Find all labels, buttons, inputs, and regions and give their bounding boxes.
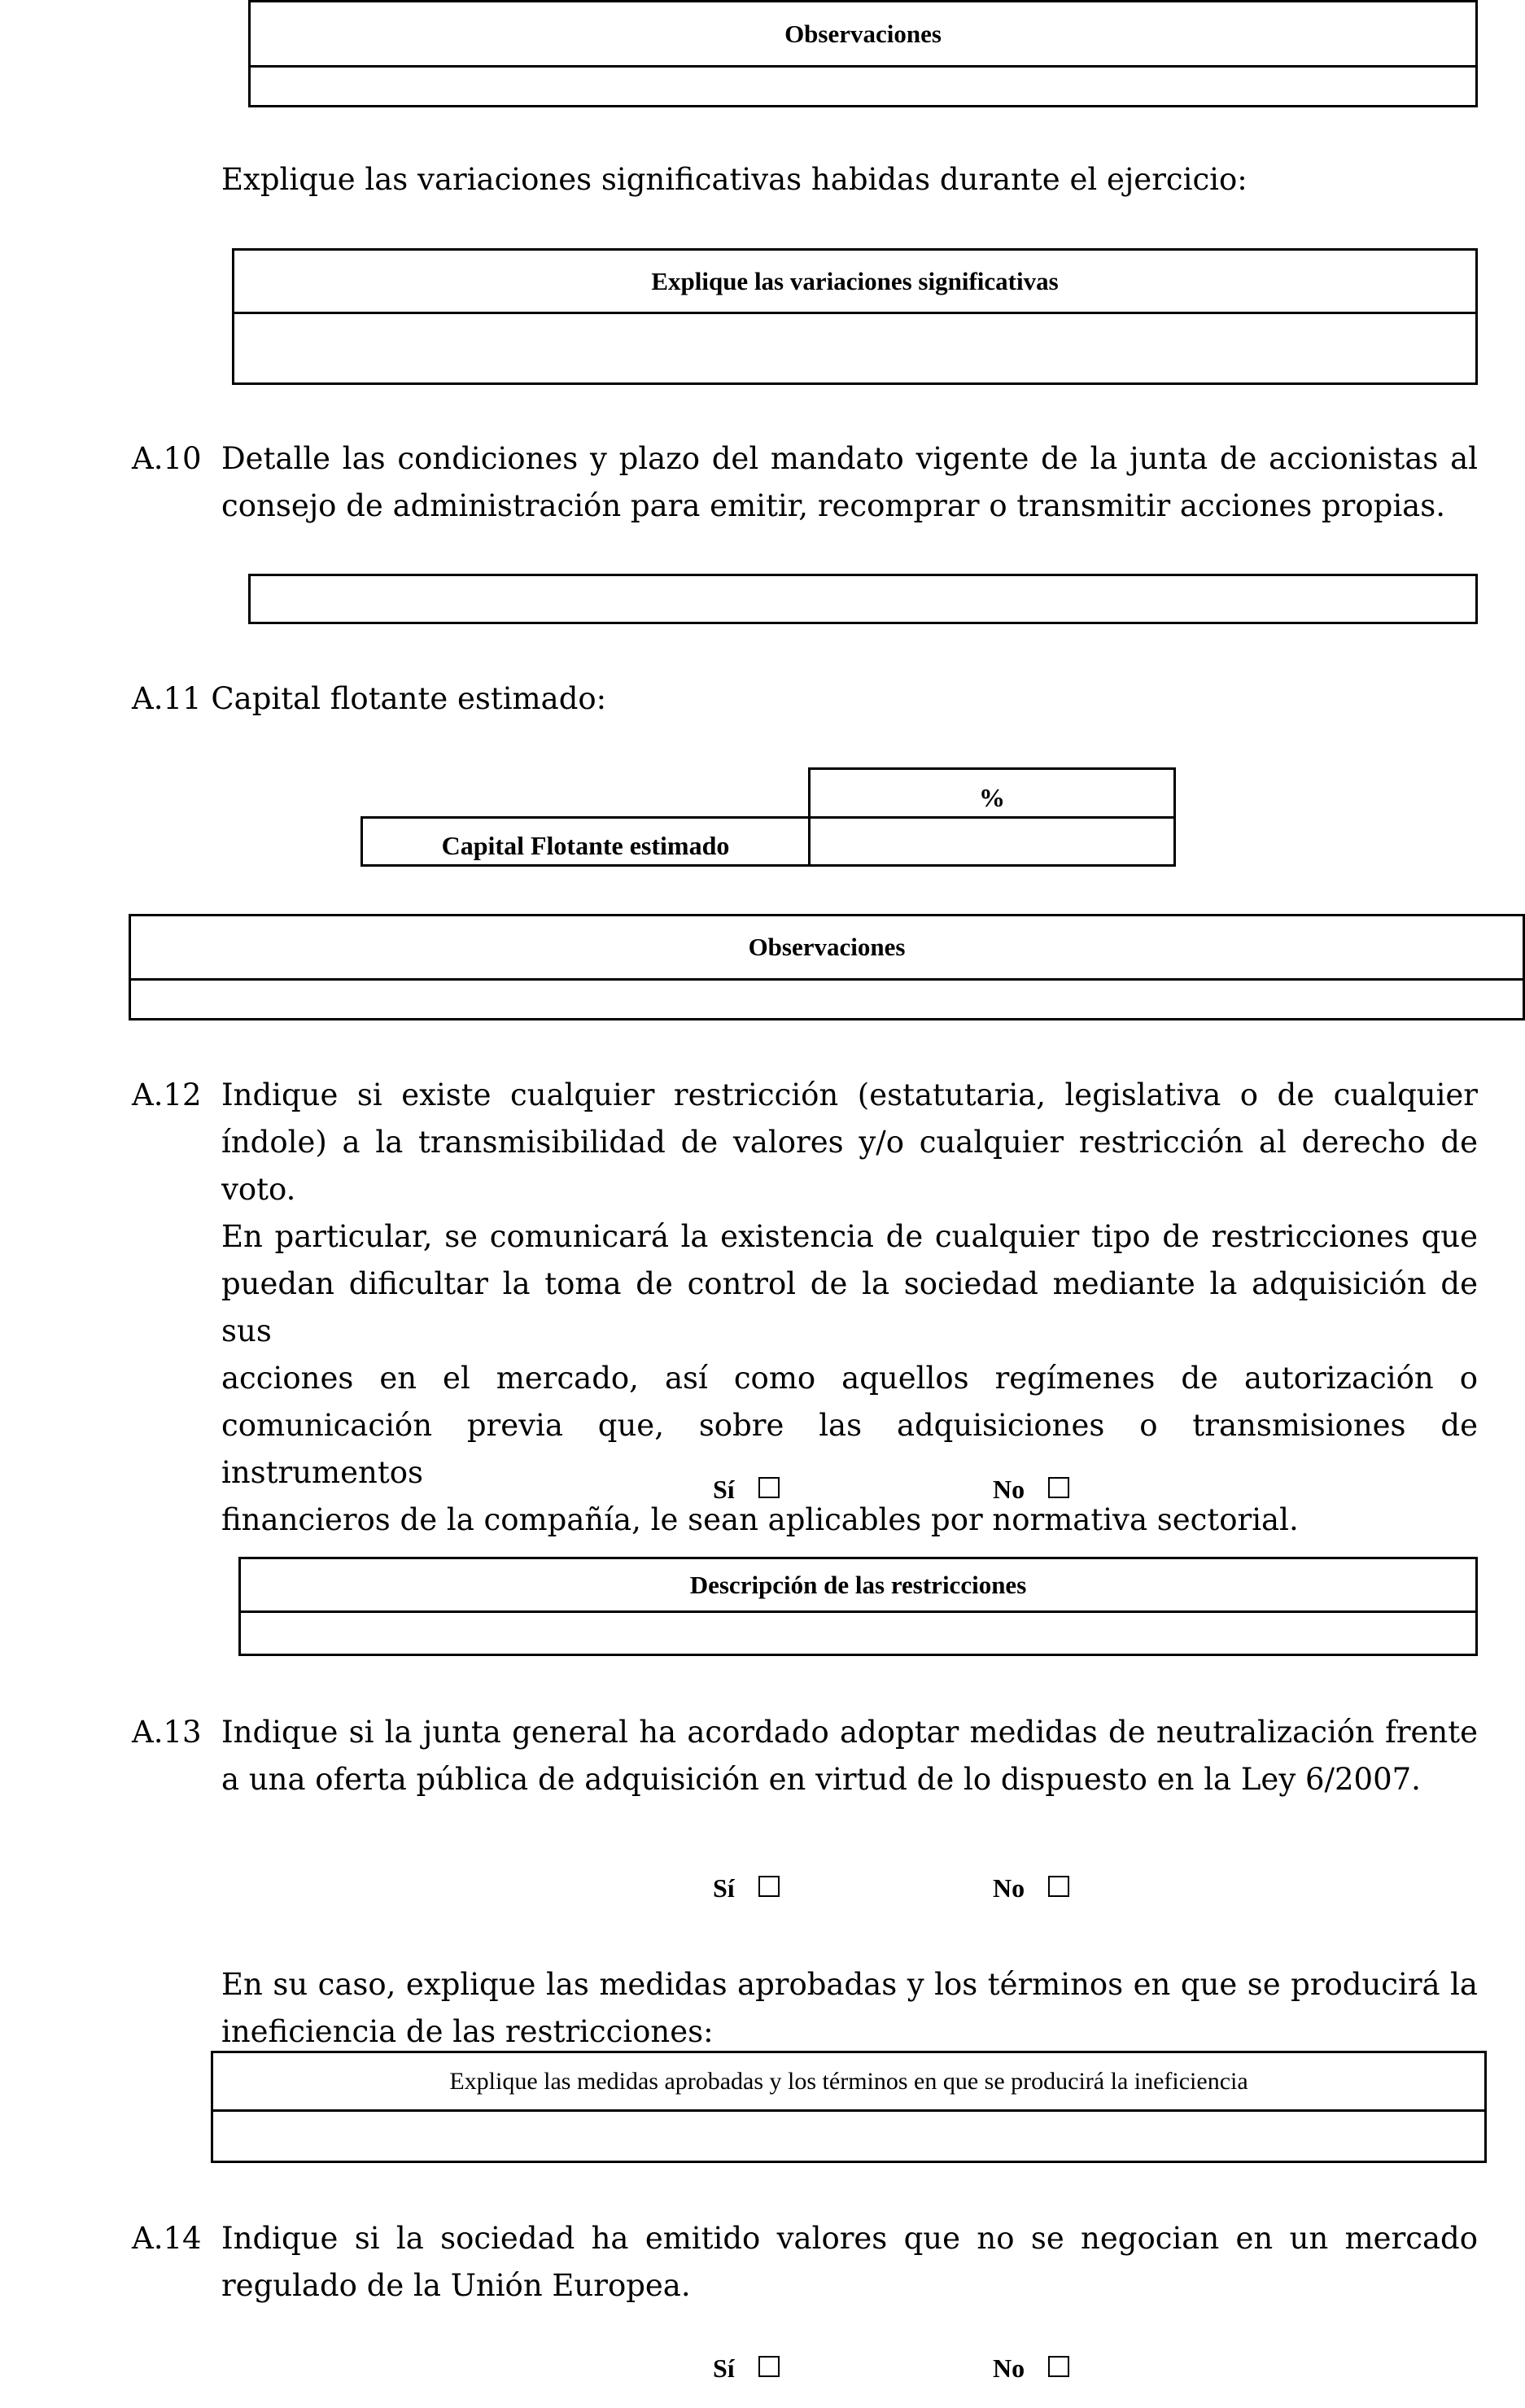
a11-percent-header: %	[808, 767, 1176, 819]
a12-line-6: comunicación previa que, sobre las adquisiciones o transmisiones de instrumentos	[221, 1408, 1478, 1490]
a12-restricciones-box	[238, 1557, 1478, 1656]
a10-text	[221, 435, 1478, 530]
a12-text	[221, 1072, 1478, 1544]
variaciones-field[interactable]	[234, 314, 1475, 382]
a11-observaciones-field[interactable]	[131, 981, 1523, 1018]
a12-restricciones-field[interactable]	[241, 1613, 1475, 1654]
a11-observaciones-header: Observaciones	[131, 916, 1523, 981]
a14-text	[221, 2215, 1478, 2310]
a13-followup-line-2: ineficiencia de las restricciones:	[221, 2014, 714, 2049]
variaciones-prompt: Explique las variaciones significativas habidas durante el ejercicio:	[221, 162, 1248, 197]
a10-line-1: Detalle las condiciones y plazo del mandato vigente de la junta de accionistas al	[221, 441, 1478, 476]
a13-line-1: Indique si la junta general ha acordado adoptar medidas de neutralización frente	[221, 1715, 1478, 1750]
a12-restricciones-header: Descripción de las restricciones	[241, 1559, 1475, 1613]
a13-medidas-field[interactable]	[213, 2112, 1484, 2161]
a12-no-checkbox[interactable]	[1048, 1477, 1069, 1498]
a14-no-checkbox[interactable]	[1048, 2356, 1069, 2377]
a13-no-checkbox[interactable]	[1048, 1876, 1069, 1897]
a12-line-5: acciones en el mercado, así como aquellos regímenes de autorización o	[221, 1361, 1478, 1396]
a14-yes-checkbox[interactable]	[758, 2356, 780, 2377]
a13-yes-checkbox[interactable]	[758, 1876, 780, 1897]
a14-no-label: No	[993, 2353, 1025, 2383]
a13-number: A.13	[132, 1715, 202, 1750]
a13-no-label: No	[993, 1873, 1025, 1903]
observaciones-field[interactable]	[251, 68, 1475, 105]
a10-line-2: consejo de administración para emitir, recomprar o transmitir acciones propias.	[221, 488, 1445, 523]
a13-medidas-box	[211, 2051, 1487, 2163]
a13-line-2: a una oferta pública de adquisición en virtud de lo dispuesto en la Ley 6/2007.	[221, 1762, 1421, 1797]
a12-number: A.12	[132, 1077, 202, 1112]
variaciones-box	[232, 248, 1478, 385]
a14-line-2: regulado de la Unión Europea.	[221, 2268, 691, 2303]
a10-answer-box[interactable]	[248, 574, 1478, 624]
a12-yes-checkbox[interactable]	[758, 1477, 780, 1498]
a14-line-1: Indique si la sociedad ha emitido valores que no se negocian en un mercado	[221, 2221, 1478, 2256]
a14-yes-label: Sí	[713, 2353, 735, 2383]
a12-line-7: financieros de la compañía, le sean aplicables por normativa sectorial.	[221, 1502, 1299, 1537]
a13-yes-label: Sí	[713, 1873, 735, 1903]
observaciones-header: Observaciones	[251, 2, 1475, 68]
a11-percent-value[interactable]	[808, 816, 1176, 867]
a12-line-1: Indique si existe cualquier restricción (estatutaria, legislativa o de cualquier	[221, 1077, 1478, 1112]
a12-yes-label: Sí	[713, 1475, 735, 1504]
a12-line-4: puedan dificultar la toma de control de la sociedad mediante la adquisición de sus	[221, 1266, 1478, 1348]
a12-line-2: índole) a la transmisibilidad de valores y/o cualquier restricción al derecho de voto.	[221, 1125, 1478, 1207]
a14-number: A.14	[132, 2221, 202, 2256]
a13-followup-line-1: En su caso, explique las medidas aprobadas y los términos en que se producirá la	[221, 1967, 1478, 2002]
a13-medidas-header: Explique las medidas aprobadas y los términos en que se producirá la ineficiencia	[213, 2053, 1484, 2112]
a13-followup	[221, 1961, 1478, 2056]
a12-line-3: En particular, se comunicará la existencia de cualquier tipo de restricciones que	[221, 1219, 1478, 1254]
a11-row-label: Capital Flotante estimado	[360, 816, 811, 867]
observaciones-box-top	[248, 0, 1478, 107]
a10-number: A.10	[132, 441, 202, 476]
a11-title: A.11 Capital flotante estimado:	[132, 681, 607, 716]
a12-no-label: No	[993, 1475, 1025, 1504]
a13-text	[221, 1709, 1478, 1803]
a11-observaciones-box	[129, 914, 1525, 1020]
variaciones-header: Explique las variaciones significativas	[234, 251, 1475, 314]
